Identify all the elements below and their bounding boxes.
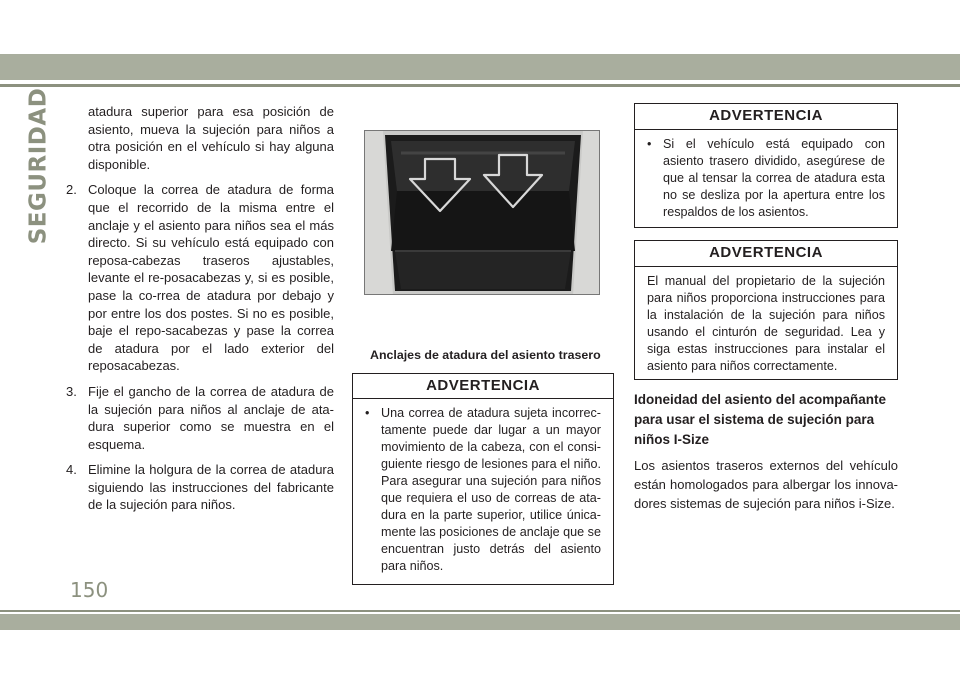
section-heading: Idoneidad del asiento del acompañante para usar el sistema de sujeción para niños I-Size [634, 392, 887, 447]
step-text: Fije el gancho de la correa de atadura de la sujeción para niños al anclaje de ata-dura superior como se muestra en el esquema. [88, 383, 334, 452]
step-text: Elimine la holgura de la correa de atadura siguiendo las instrucciones del fabricante de la sujeción para niños. [88, 462, 334, 513]
warning-title: ADVERTENCIA [353, 374, 613, 400]
step-item [66, 181, 334, 375]
warning-title: ADVERTENCIA [635, 104, 897, 130]
tether-anchors-illustration [365, 131, 600, 295]
warning-text: Una correa de atadura sujeta incorrec-tamente puede dar lugar a un mayor movimiento de la cabeza, con el consi-guiente riesgo de lesiones para el niño. Para asegurar una sujeción para niños que requiera el uso de correas de ata-dura en la parte superior, utilice única-mente las posiciones de anclaje que se encuentran justo detrás del asiento para niños. [381, 406, 601, 574]
header-band [0, 54, 960, 80]
image-caption: Anclajes de atadura del asiento trasero [370, 348, 601, 362]
step-item [66, 383, 334, 453]
warning-box [352, 373, 614, 585]
warning-bullet-item [647, 136, 885, 221]
warning-text: Si el vehículo está equipado con asiento trasero dividido, asegúrese de que al tensar la correa de atadura esta no se desliza por la apertura entre los respaldos de los asientos. [663, 136, 885, 219]
step-number: 4. [66, 462, 77, 478]
warning-bullet-item [365, 405, 601, 575]
section-tab [24, 87, 52, 245]
warning-box [634, 103, 898, 228]
cargo-area-photo [364, 130, 600, 295]
step-number: 2. [66, 182, 77, 198]
footer-band [0, 614, 960, 630]
warning-body [353, 399, 613, 583]
step-text: Coloque la correa de atadura de forma que el recorrido de la misma entre el anclaje y el asiento para niños sea el más directo. Si su vehículo está equipado con reposa-cabezas traseros ajustables, levante el re-posacabezas y, si es posible, pase la co-rrea de atadura por debajo y por entre los dos postes. Si no es posible, baje el repo-sacabezas y pase la correa de atadura por el lado exterior del reposacabezas. [88, 182, 334, 374]
warning-body [635, 267, 897, 383]
intro-paragraph: atadura superior para esa posición de asiento, mueva la sujeción para niños a otra posición en el vehículo si hay alguna disponible. [88, 104, 334, 172]
column-right [634, 103, 898, 513]
warning-title: ADVERTENCIA [635, 241, 897, 267]
page-number: 150 [70, 578, 109, 602]
footer-rule [0, 610, 960, 612]
column-middle [352, 103, 614, 585]
step-item [66, 461, 334, 514]
step-number: 3. [66, 383, 77, 399]
warning-body [635, 130, 897, 229]
column-left [66, 103, 334, 522]
warning-text: El manual del propietario de la sujeción para niños proporciona instrucciones para la instalación de la sujeción para niños usando el cinturón de seguridad. Lea y siga estas instrucciones para instalar el asiento para niños correctamente. [647, 273, 885, 373]
header-rule [0, 84, 960, 87]
warning-box [634, 240, 898, 380]
bullet-icon: • [647, 136, 652, 151]
bullet-icon: • [365, 406, 370, 421]
section-paragraph: Los asientos traseros externos del vehículo están homologados para albergar los innova-dores sistemas de sujeción para niños i-Size. [634, 458, 898, 511]
section-label: SEGURIDAD [25, 87, 51, 245]
